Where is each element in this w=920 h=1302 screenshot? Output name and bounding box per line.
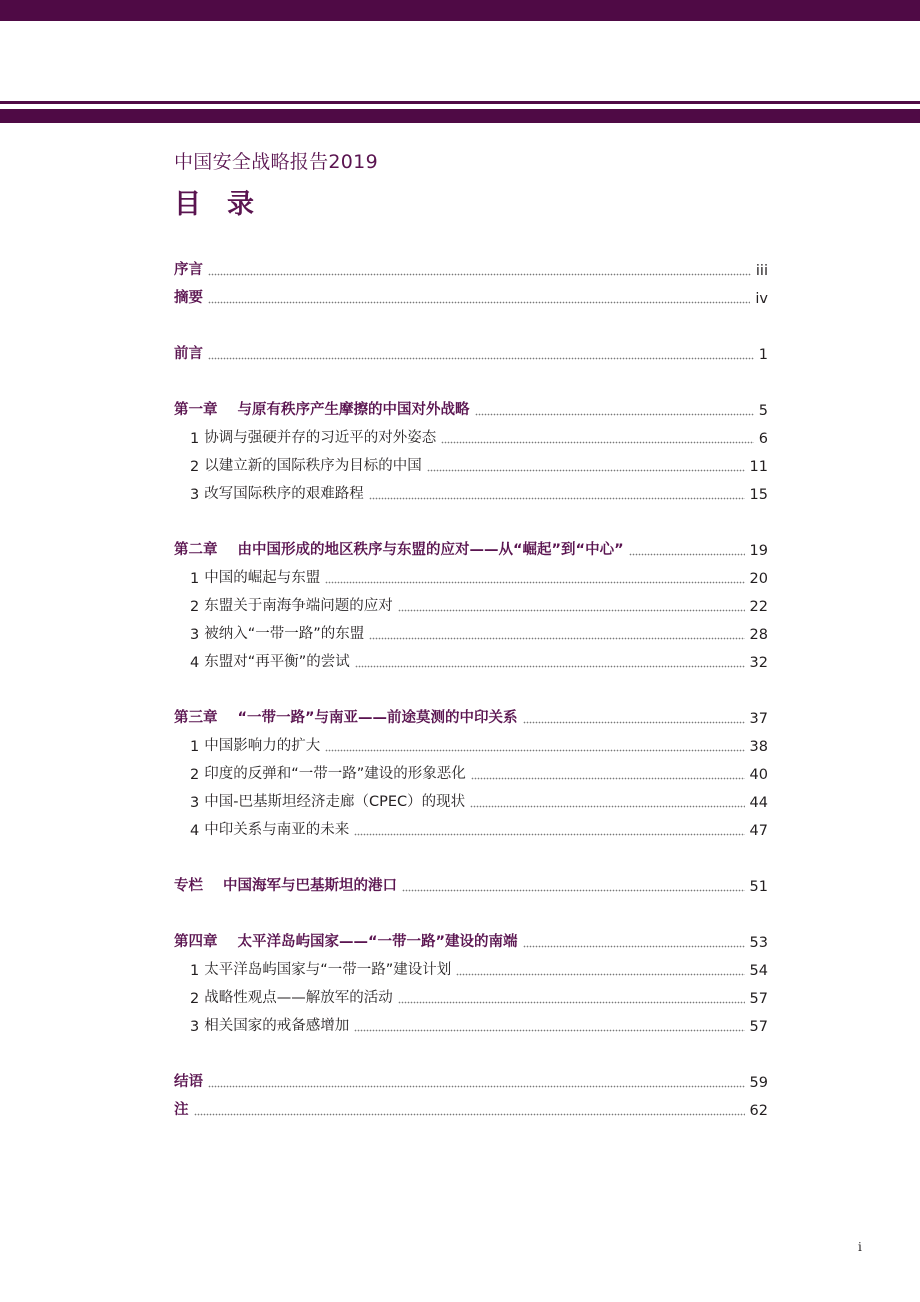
section-title: 印度的反弹和“一带一路”建设的形象恶化 xyxy=(204,766,466,782)
toc-page-number: 15 xyxy=(749,487,768,503)
toc-entry-section[interactable] xyxy=(190,959,768,979)
toc-heading: 目录 xyxy=(174,189,280,220)
toc-entry-foreword[interactable] xyxy=(174,343,768,363)
toc-entry-section[interactable] xyxy=(190,735,768,755)
section-number: 3 xyxy=(190,1019,200,1035)
toc-page-number: 20 xyxy=(749,571,768,587)
dot-leader xyxy=(523,707,745,727)
chapter-prefix: 第一章 xyxy=(174,402,218,418)
section-title: 中国-巴基斯坦经济走廊（CPEC）的现状 xyxy=(204,794,466,810)
toc-page-number: iii xyxy=(755,263,768,279)
top-banner-bar xyxy=(0,0,920,21)
toc-entry-chapter-1[interactable] xyxy=(174,399,768,419)
section-number: 1 xyxy=(190,963,200,979)
toc-page-number: 5 xyxy=(758,403,768,419)
toc-page-number: 22 xyxy=(749,599,768,615)
section-number: 1 xyxy=(190,739,200,755)
dot-leader xyxy=(208,343,754,363)
toc-page-number: 57 xyxy=(749,991,768,1007)
toc-entry-label: 摘要 xyxy=(174,290,203,306)
toc-entry-preface[interactable] xyxy=(174,259,768,279)
dot-leader xyxy=(475,399,754,419)
dot-leader xyxy=(470,791,744,811)
dot-leader xyxy=(456,959,744,979)
section-number: 2 xyxy=(190,599,200,615)
toc-entry-label: 序言 xyxy=(174,262,203,278)
dot-leader xyxy=(402,875,745,895)
toc-entry-summary[interactable] xyxy=(174,287,768,307)
toc-page-number: 38 xyxy=(749,739,768,755)
toc-page-number: 51 xyxy=(749,879,768,895)
toc-entry-section[interactable] xyxy=(190,567,768,587)
column-prefix: 专栏 xyxy=(174,878,203,894)
toc-entry-conclusion[interactable] xyxy=(174,1071,768,1091)
section-title: 中印关系与南亚的未来 xyxy=(204,822,350,838)
section-number: 3 xyxy=(190,487,200,503)
toc-entry-section[interactable] xyxy=(190,1015,768,1035)
section-number: 4 xyxy=(190,655,200,671)
toc-page-number: 47 xyxy=(749,823,768,839)
dot-leader xyxy=(427,455,745,475)
header-thin-rule xyxy=(0,101,920,104)
section-title: 太平洋岛屿国家与“一带一路”建设计划 xyxy=(204,962,452,978)
toc-entry-label: 前言 xyxy=(174,346,203,362)
dot-leader xyxy=(325,735,744,755)
toc-entry-section[interactable] xyxy=(190,595,768,615)
toc-entry-notes[interactable] xyxy=(174,1099,768,1119)
toc-page-number: 53 xyxy=(749,935,768,951)
toc-entry-section[interactable] xyxy=(190,763,768,783)
section-number: 3 xyxy=(190,627,200,643)
dot-leader xyxy=(354,1015,744,1035)
page-folio: i xyxy=(858,1240,862,1254)
dot-leader xyxy=(441,427,754,447)
dot-leader xyxy=(354,819,744,839)
toc-entry-section[interactable] xyxy=(190,651,768,671)
toc-entry-chapter-2[interactable] xyxy=(174,539,768,559)
dot-leader xyxy=(398,987,745,1007)
dot-leader xyxy=(471,763,745,783)
toc-page-number: 54 xyxy=(749,963,768,979)
dot-leader xyxy=(208,1071,745,1091)
toc-page-number: 57 xyxy=(749,1019,768,1035)
toc-entry-section[interactable] xyxy=(190,427,768,447)
chapter-title: 由中国形成的地区秩序与东盟的应对——从“崛起”到“中心” xyxy=(237,542,624,558)
section-number: 2 xyxy=(190,767,200,783)
section-title: 被纳入“一带一路”的东盟 xyxy=(204,626,365,642)
section-title: 东盟对“再平衡”的尝试 xyxy=(204,654,350,670)
toc-page-number: 11 xyxy=(749,459,768,475)
dot-leader xyxy=(369,483,745,503)
toc-entry-section[interactable] xyxy=(190,623,768,643)
section-title: 协调与强硬并存的习近平的对外姿态 xyxy=(204,430,437,446)
toc-page-number: 62 xyxy=(749,1103,768,1119)
header-thick-rule xyxy=(0,109,920,123)
section-title: 改写国际秩序的艰难路程 xyxy=(204,486,364,502)
toc-entry-label: 结语 xyxy=(174,1074,203,1090)
toc-page-number: 40 xyxy=(749,767,768,783)
dot-leader xyxy=(629,539,745,559)
section-number: 3 xyxy=(190,795,200,811)
chapter-title: “一带一路”与南亚——前途莫测的中印关系 xyxy=(237,710,518,726)
chapter-prefix: 第四章 xyxy=(174,934,218,950)
toc-page-number: 59 xyxy=(749,1075,768,1091)
dot-leader xyxy=(523,931,745,951)
chapter-title: 与原有秩序产生摩擦的中国对外战略 xyxy=(237,402,470,418)
chapter-prefix: 第二章 xyxy=(174,542,218,558)
toc-page-number: 37 xyxy=(749,711,768,727)
column-title: 中国海军与巴基斯坦的港口 xyxy=(223,878,397,894)
dot-leader xyxy=(208,259,751,279)
toc-entry-chapter-3[interactable] xyxy=(174,707,768,727)
chapter-title: 太平洋岛屿国家——“一带一路”建设的南端 xyxy=(237,934,518,950)
dot-leader xyxy=(194,1099,745,1119)
toc-page-number: iv xyxy=(755,291,768,307)
section-number: 1 xyxy=(190,571,200,587)
toc-entry-section[interactable] xyxy=(190,819,768,839)
section-number: 1 xyxy=(190,431,200,447)
toc-entry-label: 注 xyxy=(174,1102,189,1118)
dot-leader xyxy=(355,651,745,671)
section-title: 中国的崛起与东盟 xyxy=(204,570,321,586)
report-title: 中国安全战略报告2019 xyxy=(174,151,378,173)
chapter-prefix: 第三章 xyxy=(174,710,218,726)
toc-entry-chapter-4[interactable] xyxy=(174,931,768,951)
toc-entry-column[interactable] xyxy=(174,875,768,895)
section-title: 以建立新的国际秩序为目标的中国 xyxy=(204,458,422,474)
dot-leader xyxy=(369,623,744,643)
toc-page-number: 28 xyxy=(749,627,768,643)
toc-entry-section[interactable] xyxy=(190,987,768,1007)
toc-entry-section[interactable] xyxy=(190,791,768,811)
section-title: 中国影响力的扩大 xyxy=(204,738,321,754)
toc-entry-section[interactable] xyxy=(190,455,768,475)
section-title: 战略性观点——解放军的活动 xyxy=(204,990,393,1006)
dot-leader xyxy=(208,287,750,307)
section-number: 2 xyxy=(190,459,200,475)
toc-page-number: 1 xyxy=(758,347,768,363)
toc-page-number: 6 xyxy=(758,431,768,447)
dot-leader xyxy=(325,567,744,587)
toc-page-number: 44 xyxy=(749,795,768,811)
toc-page-number: 32 xyxy=(749,655,768,671)
section-title: 东盟关于南海争端问题的应对 xyxy=(204,598,393,614)
section-title: 相关国家的戒备感增加 xyxy=(204,1018,350,1034)
toc-entry-section[interactable] xyxy=(190,483,768,503)
section-number: 2 xyxy=(190,991,200,1007)
toc-page-number: 19 xyxy=(749,543,768,559)
dot-leader xyxy=(398,595,745,615)
section-number: 4 xyxy=(190,823,200,839)
